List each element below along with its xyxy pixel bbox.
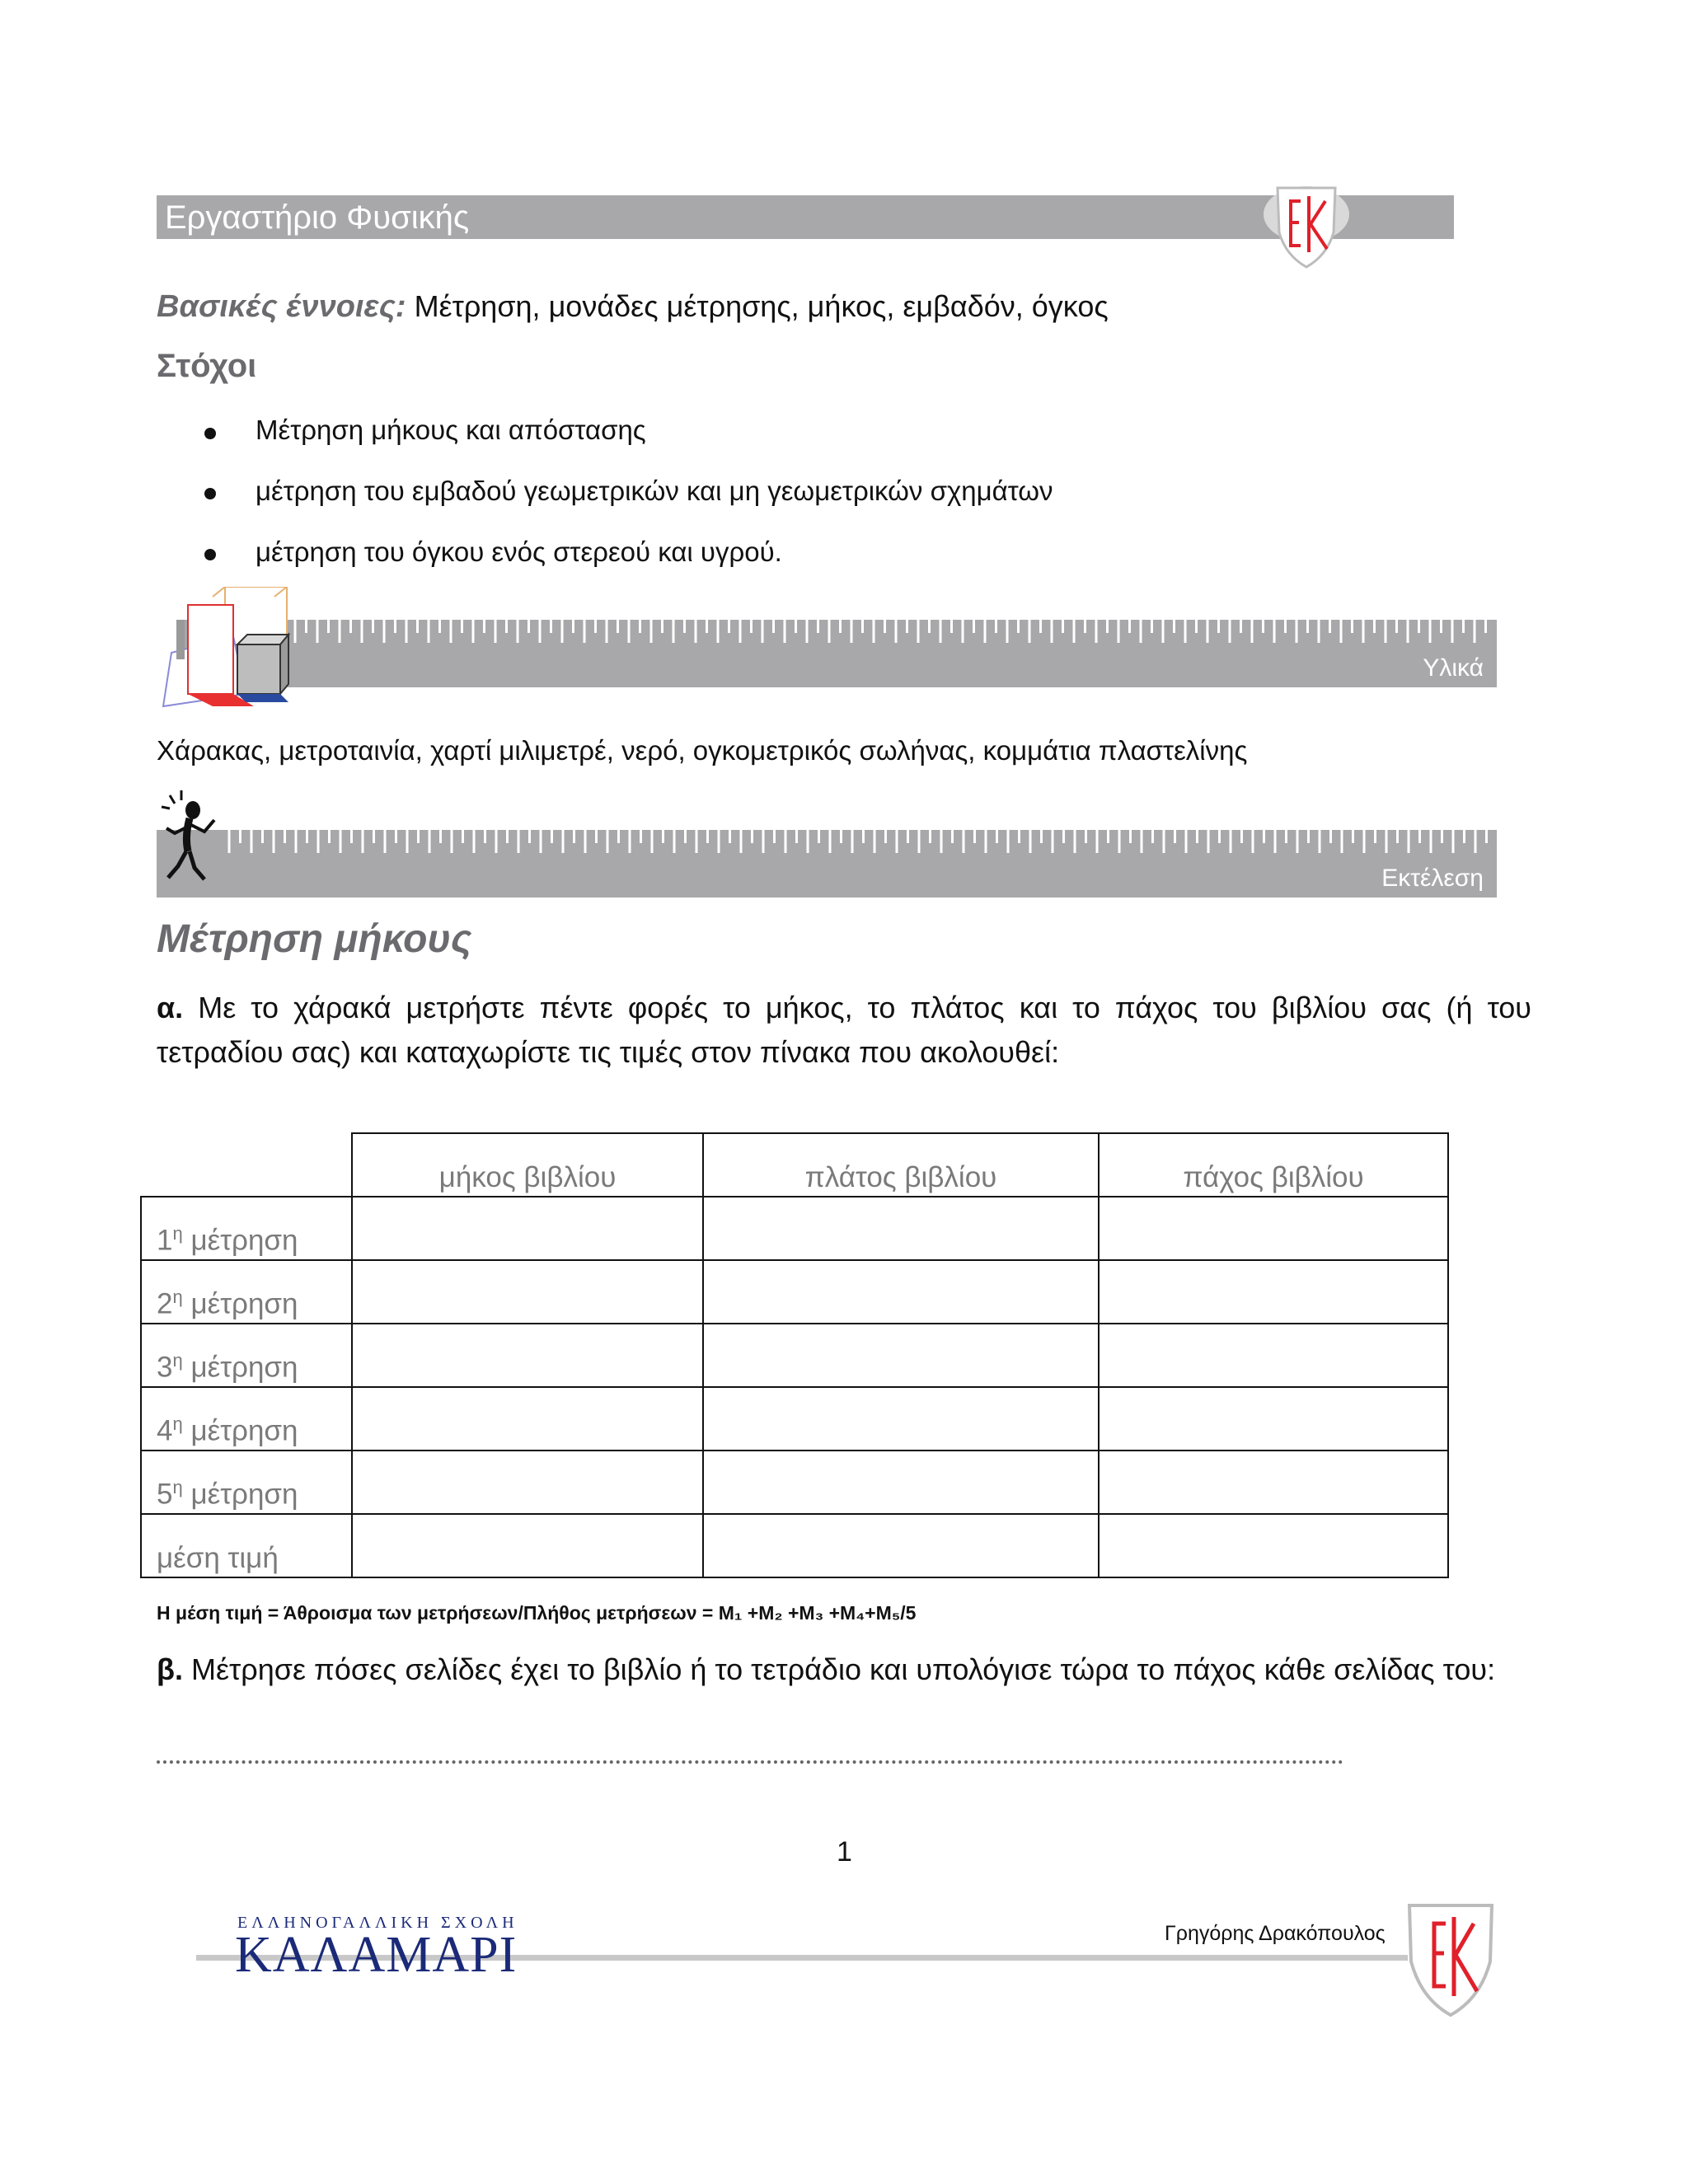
input-cell[interactable]: [1099, 1197, 1448, 1260]
bullet-icon: [204, 549, 216, 560]
input-cell[interactable]: [1099, 1514, 1448, 1577]
input-cell[interactable]: [352, 1514, 703, 1577]
materials-bar-label: Υλικά: [1423, 654, 1484, 682]
goal-item: μέτρηση του εμβαδού γεωμετρικών και μη γεωμετρικών σχημάτων: [256, 476, 1053, 506]
cubes-icon: [155, 587, 295, 710]
footer-logo-icon: [1401, 1896, 1500, 2019]
materials-text: Χάρακας, μετροταινία, χαρτί μιλιμετρέ, νερό, ογκομετρικός σωλήνας, κομμάτια πλαστελίνης: [157, 735, 1248, 766]
school-logo-icon: [1261, 181, 1352, 270]
header-width: πλάτος βιβλίου: [703, 1133, 1099, 1197]
bullet-icon: [204, 488, 216, 499]
input-cell[interactable]: [703, 1451, 1099, 1514]
header-length: μήκος βιβλίου: [352, 1133, 703, 1197]
input-cell[interactable]: [703, 1197, 1099, 1260]
concepts-line: [157, 287, 1109, 326]
part-a-text: Με το χάρακά μετρήστε πέντε φορές το μήκος, το πλάτος και το πάχος του βιβλίου σας (ή του τετραδίου σας) και καταχωρίστε τις τιμές στον πίνακα που ακολουθεί:: [157, 991, 1531, 1069]
measurements-table: [140, 1132, 1449, 1578]
table-corner-cell: [141, 1133, 352, 1197]
answer-dotted-line[interactable]: [157, 1755, 1343, 1764]
table-row: [141, 1197, 1448, 1260]
row-label: $3^\eta$ μέτρηση: [141, 1324, 352, 1387]
input-cell[interactable]: [1099, 1260, 1448, 1324]
part-a-paragraph: [157, 986, 1531, 1075]
row-label: μέση τιμή: [141, 1514, 352, 1577]
table-row: [141, 1514, 1448, 1577]
part-a-label: α.: [157, 991, 184, 1024]
input-cell[interactable]: [352, 1260, 703, 1324]
bullet-icon: [204, 428, 216, 439]
mean-formula: Η μέση τιμή = Άθροισμα των μετρήσεων/Πλήθος μετρήσεων = M₁ +M₂ +M₃ +M₄+M₅/5: [157, 1602, 917, 1624]
input-cell[interactable]: [352, 1197, 703, 1260]
input-cell[interactable]: [352, 1324, 703, 1387]
goal-item: Μέτρηση μήκους και απόστασης: [256, 415, 646, 445]
materials-ruler-bar: [181, 620, 1497, 687]
section-title: Μέτρηση μήκους: [157, 917, 472, 961]
input-cell[interactable]: [352, 1387, 703, 1451]
part-b-paragraph: [157, 1647, 1531, 1692]
row-label: $5^\eta$ μέτρηση: [141, 1451, 352, 1514]
table-header-row: [141, 1133, 1448, 1197]
ruler-ticks-graphic: [157, 830, 1497, 898]
school-name-small: ΕΛΛΗΝΟΓΑΛΛΙΚΗ ΣΧΟΛΗ: [237, 1914, 518, 1932]
input-cell[interactable]: [703, 1514, 1099, 1577]
part-b-label: β.: [157, 1652, 183, 1686]
goal-item: μέτρηση του όγκου ενός στερεού και υγρού.: [256, 537, 782, 567]
input-cell[interactable]: [1099, 1451, 1448, 1514]
row-label: $2^\eta$ μέτρηση: [141, 1260, 352, 1324]
concepts-text: Μέτρηση, μονάδες μέτρησης, μήκος, εμβαδόν, όγκος: [414, 289, 1109, 323]
part-b-text: Μέτρησε πόσες σελίδες έχει το βιβλίο ή το τετράδιο και υπολόγισε τώρα το πάχος κάθε σελίδας του:: [191, 1652, 1496, 1686]
row-label: $4^\eta$ μέτρηση: [141, 1387, 352, 1451]
input-cell[interactable]: [1099, 1324, 1448, 1387]
ruler-ticks-graphic: [181, 620, 1497, 687]
table-row: [141, 1260, 1448, 1324]
school-name-big: ΚΑΛΑΜΑΡΙ: [235, 1927, 518, 1983]
goals-heading: Στόχοι: [157, 348, 257, 384]
input-cell[interactable]: [352, 1451, 703, 1514]
header-title: Εργαστήριο Φυσικής: [165, 199, 470, 236]
input-cell[interactable]: [703, 1387, 1099, 1451]
table-row: [141, 1451, 1448, 1514]
input-cell[interactable]: [703, 1260, 1099, 1324]
execution-bar-label: Εκτέλεση: [1381, 865, 1484, 892]
concepts-label: Βασικές έννοιες:: [157, 289, 406, 324]
input-cell[interactable]: [1099, 1387, 1448, 1451]
table-row: [141, 1387, 1448, 1451]
header-thickness: πάχος βιβλίου: [1099, 1133, 1448, 1197]
execution-ruler-bar: [157, 830, 1497, 898]
row-label: $1^\eta$ μέτρηση: [141, 1197, 352, 1260]
author-name: Γρηγόρης Δρακόπουλος: [1165, 1922, 1386, 1945]
table-row: [141, 1324, 1448, 1387]
page-number: 1: [837, 1836, 852, 1868]
input-cell[interactable]: [703, 1324, 1099, 1387]
walking-figure-icon: [157, 787, 231, 886]
